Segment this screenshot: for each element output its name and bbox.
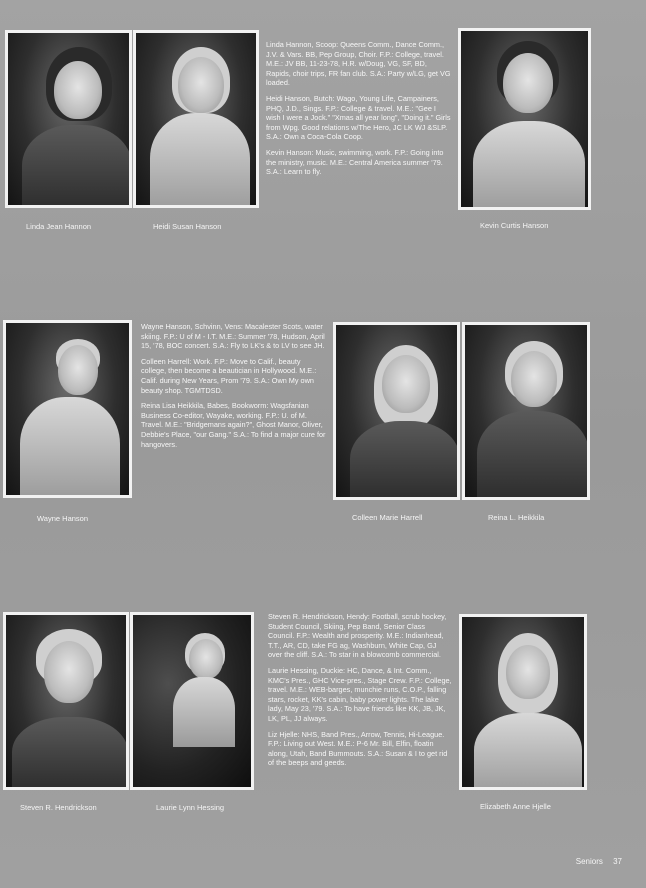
bio-colleen-harrell: Colleen Harrell: Work. F.P.: Move to Calif., beauty college, then become a beautician in Hollywood. M.E.: Calif. during New Years, Prom '79. S.A.: Own My own beauty shop. TGMTDSD. <box>141 356 317 395</box>
caption-reina-heikkila: Reina L. Heikkila <box>488 513 545 522</box>
bio-steven-hendrickson: Steven R. Hendrickson, Hendy: Football, scrub hockey, Student Council, Skiing, Pep Band, Senior Class Council. F.P.: Wealth and prosperity. M.E.: Indianhead, T.T., AR, CD, take FG ag, Washburn, White Cap, GJ over the cliff. S.A.: To star in a blowcomb commercial. <box>268 612 447 660</box>
caption-heidi-hanson: Heidi Susan Hanson <box>153 222 222 231</box>
caption-linda-hannon: Linda Jean Hannon <box>26 222 92 231</box>
portrait-colleen-harrell <box>333 322 460 500</box>
bio-heidi-hanson: Heidi Hanson, Butch: Wago, Young Life, Campainers, PHQ, J.D., Sings. F.P.: College & travel. M.E.: "Gee I wish I were a Jock." "Xmas all year long", "Doing it." Girls from Wpg. Good relations w/The Hero, JC LK WJ &SLP. S.A.: Own a Coca-Cola Coop. <box>266 93 451 142</box>
portrait-elizabeth-hjelle <box>459 614 587 790</box>
section-label: Seniors <box>575 857 603 866</box>
page-number: 37 <box>613 857 622 866</box>
bio-block-1 <box>266 40 452 183</box>
bio-linda-hannon: Linda Hannon, Scoop: Queens Comm., Dance Comm., J.V. & Vars. BB, Pep Group, Choir. F.P.: College, travel. M.E.: JV BB, 11-23-78, H.R. w/Doug, VG, SF, BD, Rapids, choir trips, FR fan club. S.A.: Party w/LG, get VG loaded. <box>266 40 451 88</box>
portrait-steven-hendrickson <box>3 612 129 790</box>
portrait-laurie-hessing <box>130 612 254 790</box>
bio-block-2 <box>141 322 327 455</box>
portrait-wayne-hanson <box>3 320 132 498</box>
bio-kevin-hanson: Kevin Hanson: Music, swimming, work. F.P.: Going into the ministry, music. M.E.: Central America summer '79. S.A.: Learn to fly. <box>266 147 444 177</box>
caption-kevin-hanson: Kevin Curtis Hanson <box>480 221 549 230</box>
portrait-kevin-hanson <box>458 28 591 210</box>
bio-block-3 <box>268 612 452 774</box>
bio-reina-heikkila: Reina Lisa Heikkila, Babes, Bookworm: Wagsfanian Business Co-editor, Wayake, working. F.P.: U. of M. Travel. M.E.: "Bridgemans again?", Ghost Manor, Oliver, Debbie's Place, "our Gang." S.A.: To find a major cure for hangovers. <box>141 401 326 449</box>
caption-elizabeth-hjelle: Elizabeth Anne Hjelle <box>480 802 551 811</box>
portrait-linda-hannon <box>5 30 132 208</box>
caption-laurie-hessing: Laurie Lynn Hessing <box>156 803 225 812</box>
bio-wayne-hanson: Wayne Hanson, Schvinn, Vens: Macalester Scots, water skiing. F.P.: U of M - I.T. M.E.: Summer '78, Hudson, April 15, '78, BOC concert. S.A.: Fly to LK's & to LV to see JH. <box>141 322 325 351</box>
bio-laurie-hessing: Laurie Hessing, Duckie: HC, Dance, & Int. Comm., KMC's Pres., GHC Vice-pres., Stage Crew. F.P.: College, travel. M.E.: WEB-barges, munchie runs, C.O.P., falling stars, rocket, KK's cabin, baby power lights. The lake lady, May 23, '79. S.A.: To have friends like KK, JB, JK, LK, PL, JJ always. <box>268 665 452 723</box>
page-footer <box>568 857 622 866</box>
portrait-reina-heikkila <box>462 322 590 500</box>
portrait-heidi-hanson <box>133 30 259 208</box>
bio-liz-hjelle: Liz Hjelle: NHS, Band Pres., Arrow, Tennis, Hi-League. F.P.: Living out West. M.E.: P-6 Mr. Bill, Elfin, floatin along, Utah, Band Bummouts. S.A.: Susan & I to get rid of the beeps and geeds. <box>268 729 448 768</box>
caption-steven-hendrickson: Steven R. Hendrickson <box>20 803 97 812</box>
caption-wayne-hanson: Wayne Hanson <box>37 514 88 523</box>
caption-colleen-harrell: Colleen Marie Harrell <box>352 513 423 522</box>
